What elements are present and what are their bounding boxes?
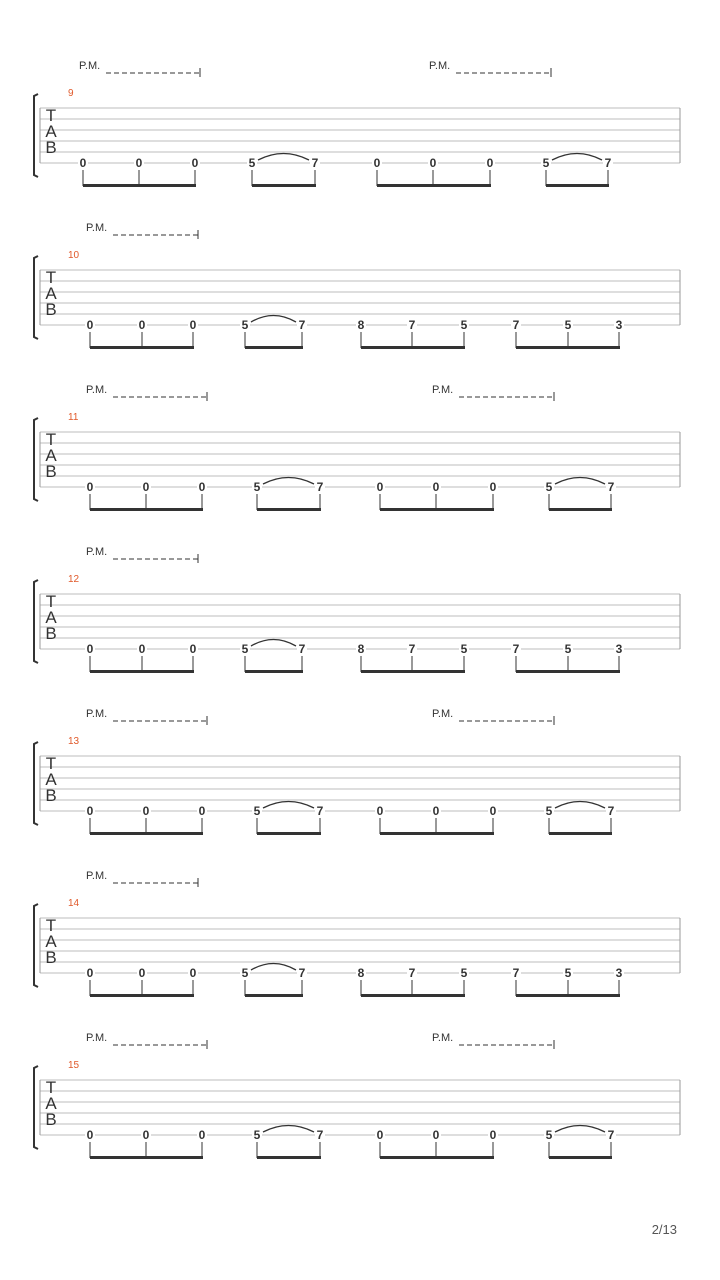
fret-number: 0: [376, 804, 384, 818]
measure-number: 14: [68, 898, 80, 909]
tab-clef-letter: B: [45, 138, 57, 157]
beam: [380, 508, 494, 511]
fret-number: 7: [298, 642, 306, 656]
fret-number: 0: [79, 156, 87, 170]
fret-number: 7: [316, 1128, 324, 1142]
beam: [516, 670, 620, 673]
fret-number: 0: [376, 1128, 384, 1142]
beam: [516, 346, 620, 349]
system-bracket: [34, 256, 38, 339]
tab-clef-letter: A: [45, 284, 57, 303]
beam: [380, 832, 494, 835]
beam: [90, 994, 194, 997]
fret-number: 0: [189, 966, 197, 980]
fret-number: 5: [545, 1128, 553, 1142]
beam: [549, 508, 612, 511]
fret-number: 3: [615, 966, 623, 980]
palm-mute-label: P.M.: [86, 1032, 108, 1044]
fret-number: 7: [408, 318, 416, 332]
fret-number: 0: [376, 480, 384, 494]
system-bracket: [34, 580, 38, 663]
tab-system: [34, 546, 680, 673]
fret-number: 0: [86, 480, 94, 494]
beam: [361, 994, 465, 997]
measure-number: 11: [68, 412, 79, 423]
beam: [90, 508, 203, 511]
fret-number: 8: [357, 318, 365, 332]
system-bracket: [34, 742, 38, 825]
fret-number: 5: [564, 966, 572, 980]
fret-number: 0: [138, 318, 146, 332]
fret-number: 0: [489, 1128, 497, 1142]
tab-clef-letter: T: [45, 592, 57, 611]
tab-clef-letter: T: [45, 1078, 57, 1097]
beam: [245, 994, 303, 997]
beam: [380, 1156, 494, 1159]
measure-number: 13: [68, 736, 80, 747]
tab-clef-letter: A: [45, 1094, 57, 1113]
tab-clef-letter: B: [45, 948, 57, 967]
fret-number: 8: [357, 966, 365, 980]
fret-number: 7: [316, 804, 324, 818]
fret-number: 3: [615, 642, 623, 656]
tab-clef-letter: B: [45, 300, 57, 319]
beam: [546, 184, 609, 187]
palm-mute-label: P.M.: [79, 60, 101, 72]
fret-number: 0: [86, 318, 94, 332]
palm-mute-label: P.M.: [86, 384, 108, 396]
fret-number: 0: [489, 480, 497, 494]
beam: [549, 1156, 612, 1159]
fret-number: 0: [142, 804, 150, 818]
fret-number: 5: [545, 804, 553, 818]
tie-arc: [555, 802, 605, 809]
tab-system: [34, 60, 680, 187]
palm-mute-label: P.M.: [86, 546, 108, 558]
fret-number: 0: [86, 804, 94, 818]
fret-number: 5: [253, 480, 261, 494]
beam: [90, 346, 194, 349]
tab-clef-letter: A: [45, 122, 57, 141]
fret-number: 0: [138, 642, 146, 656]
fret-number: 7: [607, 480, 615, 494]
palm-mute-label: P.M.: [429, 60, 451, 72]
fret-number: 5: [241, 966, 249, 980]
tab-system: [34, 1032, 680, 1159]
fret-number: 5: [253, 1128, 261, 1142]
fret-number: 5: [253, 804, 261, 818]
system-bracket: [34, 1066, 38, 1149]
tab-clef-letter: A: [45, 446, 57, 465]
tie-arc: [555, 1126, 605, 1133]
fret-number: 7: [512, 642, 520, 656]
tie-arc: [552, 154, 602, 161]
beam: [257, 832, 321, 835]
fret-number: 0: [142, 1128, 150, 1142]
beam: [257, 508, 321, 511]
fret-number: 0: [432, 480, 440, 494]
fret-number: 0: [191, 156, 199, 170]
tab-system: [34, 708, 680, 835]
tab-system: [34, 870, 680, 997]
tab-clef-letter: T: [45, 916, 57, 935]
fret-number: 5: [460, 966, 468, 980]
page-indicator: 2/13: [651, 1222, 677, 1237]
measure-number: 15: [68, 1060, 80, 1071]
fret-number: 5: [564, 642, 572, 656]
fret-number: 7: [408, 642, 416, 656]
tab-clef-letter: A: [45, 608, 57, 627]
fret-number: 3: [615, 318, 623, 332]
fret-number: 7: [604, 156, 612, 170]
system-bracket: [34, 94, 38, 177]
fret-number: 5: [564, 318, 572, 332]
fret-number: 7: [607, 804, 615, 818]
fret-number: 5: [241, 642, 249, 656]
tie-arc: [258, 154, 309, 161]
fret-number: 7: [311, 156, 319, 170]
tab-clef-letter: T: [45, 268, 57, 287]
beam: [549, 832, 612, 835]
beam: [245, 346, 303, 349]
beam: [257, 1156, 321, 1159]
fret-number: 0: [86, 966, 94, 980]
tie-arc: [263, 1126, 314, 1133]
beam: [90, 670, 194, 673]
beam: [361, 670, 465, 673]
tie-arc: [263, 478, 314, 485]
tab-system: [34, 222, 680, 349]
beam: [83, 184, 196, 187]
fret-number: 0: [486, 156, 494, 170]
beam: [377, 184, 491, 187]
measure-number: 12: [68, 574, 80, 585]
fret-number: 0: [373, 156, 381, 170]
fret-number: 5: [542, 156, 550, 170]
beam: [361, 346, 465, 349]
fret-number: 7: [607, 1128, 615, 1142]
fret-number: 0: [198, 1128, 206, 1142]
fret-number: 5: [241, 318, 249, 332]
fret-number: 5: [248, 156, 256, 170]
fret-number: 5: [545, 480, 553, 494]
fret-number: 0: [429, 156, 437, 170]
fret-number: 0: [198, 480, 206, 494]
fret-number: 0: [142, 480, 150, 494]
fret-number: 7: [298, 318, 306, 332]
tab-clef-letter: T: [45, 754, 57, 773]
fret-number: 5: [460, 318, 468, 332]
fret-number: 7: [408, 966, 416, 980]
beam: [245, 670, 303, 673]
tab-clef-letter: A: [45, 932, 57, 951]
fret-number: 7: [512, 966, 520, 980]
tab-clef-letter: B: [45, 624, 57, 643]
tie-arc: [555, 478, 605, 485]
beam: [90, 832, 203, 835]
tie-arc: [251, 640, 296, 647]
beam: [90, 1156, 203, 1159]
fret-number: 7: [316, 480, 324, 494]
fret-number: 0: [189, 642, 197, 656]
fret-number: 0: [489, 804, 497, 818]
tab-clef-letter: T: [45, 106, 57, 125]
fret-number: 0: [432, 1128, 440, 1142]
fret-number: 0: [198, 804, 206, 818]
fret-number: 0: [432, 804, 440, 818]
fret-number: 0: [138, 966, 146, 980]
fret-number: 8: [357, 642, 365, 656]
tab-clef-letter: B: [45, 1110, 57, 1129]
tab-system: [34, 384, 680, 511]
palm-mute-label: P.M.: [86, 708, 108, 720]
fret-number: 7: [298, 966, 306, 980]
system-bracket: [34, 418, 38, 501]
fret-number: 0: [189, 318, 197, 332]
fret-number: 0: [135, 156, 143, 170]
palm-mute-label: P.M.: [432, 384, 454, 396]
beam: [516, 994, 620, 997]
fret-number: 7: [512, 318, 520, 332]
fret-number: 0: [86, 1128, 94, 1142]
tie-arc: [251, 316, 296, 323]
tab-clef-letter: T: [45, 430, 57, 449]
tie-arc: [251, 964, 296, 971]
palm-mute-label: P.M.: [432, 1032, 454, 1044]
tab-clef-letter: B: [45, 462, 57, 481]
tab-clef-letter: A: [45, 770, 57, 789]
palm-mute-label: P.M.: [86, 870, 108, 882]
beam: [252, 184, 316, 187]
measure-number: 9: [68, 88, 74, 99]
tie-arc: [263, 802, 314, 809]
fret-number: 5: [460, 642, 468, 656]
system-bracket: [34, 904, 38, 987]
palm-mute-label: P.M.: [432, 708, 454, 720]
fret-number: 0: [86, 642, 94, 656]
measure-number: 10: [68, 250, 80, 261]
tab-clef-letter: B: [45, 786, 57, 805]
palm-mute-label: P.M.: [86, 222, 108, 234]
